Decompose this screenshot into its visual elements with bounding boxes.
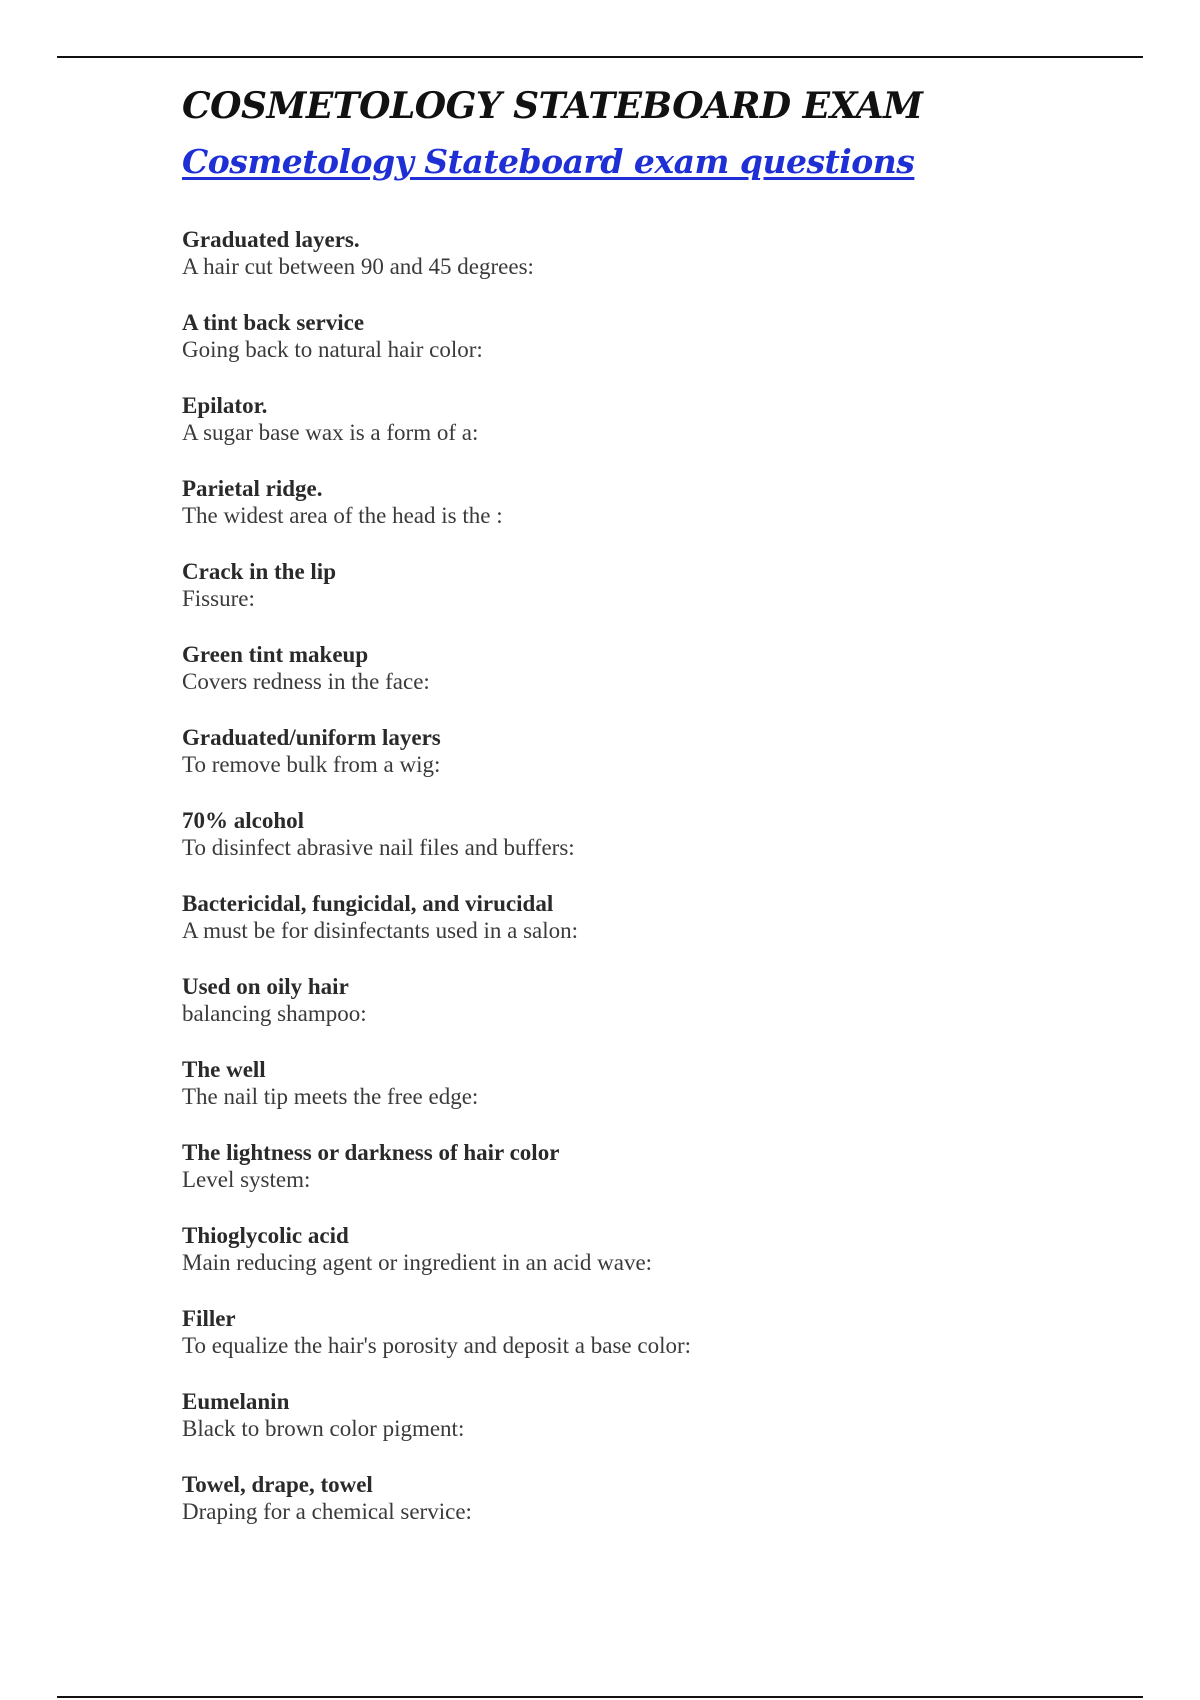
document-title: COSMETOLOGY STATEBOARD EXAM	[182, 85, 923, 127]
qa-prompt: Black to brown color pigment:	[182, 1416, 465, 1441]
qa-prompt: Fissure:	[182, 586, 255, 611]
top-divider	[57, 56, 1143, 58]
qa-prompt: Going back to natural hair color:	[182, 337, 483, 362]
qa-item	[182, 1139, 1082, 1222]
qa-prompt: balancing shampoo:	[182, 1001, 367, 1026]
qa-list	[182, 226, 1082, 1554]
qa-item	[182, 807, 1082, 890]
qa-term: Green tint makeup	[182, 642, 369, 667]
qa-prompt: The widest area of the head is the :	[182, 503, 503, 528]
qa-item	[182, 1471, 1082, 1554]
qa-item	[182, 724, 1082, 807]
qa-prompt: Main reducing agent or ingredient in an acid wave:	[182, 1250, 653, 1275]
qa-term: Towel, drape, towel	[182, 1472, 373, 1497]
qa-prompt: Covers redness in the face:	[182, 669, 430, 694]
qa-term: Eumelanin	[182, 1389, 290, 1414]
qa-item	[182, 558, 1082, 641]
qa-prompt: To disinfect abrasive nail files and buffers:	[182, 835, 575, 860]
qa-item	[182, 1056, 1082, 1139]
qa-term: A tint back service	[182, 310, 365, 335]
qa-item	[182, 973, 1082, 1056]
qa-term: Epilator.	[182, 393, 268, 418]
qa-term: Graduated/uniform layers	[182, 725, 441, 750]
bottom-divider	[57, 1696, 1143, 1698]
qa-term: Thioglycolic acid	[182, 1223, 349, 1248]
qa-term: Crack in the lip	[182, 559, 336, 584]
qa-item	[182, 1388, 1082, 1471]
qa-term: Bactericidal, fungicidal, and virucidal	[182, 891, 554, 916]
page-content	[182, 80, 1082, 1554]
qa-item	[182, 890, 1082, 973]
qa-term: Graduated layers.	[182, 227, 360, 252]
qa-term: Parietal ridge.	[182, 476, 323, 501]
qa-term: The well	[182, 1057, 266, 1082]
qa-prompt: Level system:	[182, 1167, 311, 1192]
qa-prompt: To remove bulk from a wig:	[182, 752, 441, 777]
qa-term: The lightness or darkness of hair color	[182, 1140, 560, 1165]
qa-item	[182, 392, 1082, 475]
qa-term: Filler	[182, 1306, 236, 1331]
qa-item	[182, 641, 1082, 724]
qa-item	[182, 1222, 1082, 1305]
qa-prompt: To equalize the hair's porosity and deposit a base color:	[182, 1333, 692, 1358]
qa-item	[182, 226, 1082, 309]
qa-item	[182, 1305, 1082, 1388]
qa-prompt: A hair cut between 90 and 45 degrees:	[182, 254, 534, 279]
qa-prompt: The nail tip meets the free edge:	[182, 1084, 479, 1109]
qa-item	[182, 475, 1082, 558]
subtitle-link[interactable]: Cosmetology Stateboard exam questions	[182, 142, 915, 181]
qa-prompt: Draping for a chemical service:	[182, 1499, 472, 1524]
qa-prompt: A must be for disinfectants used in a salon:	[182, 918, 579, 943]
qa-term: Used on oily hair	[182, 974, 349, 999]
qa-prompt: A sugar base wax is a form of a:	[182, 420, 479, 445]
qa-term: 70% alcohol	[182, 808, 305, 833]
qa-item	[182, 309, 1082, 392]
